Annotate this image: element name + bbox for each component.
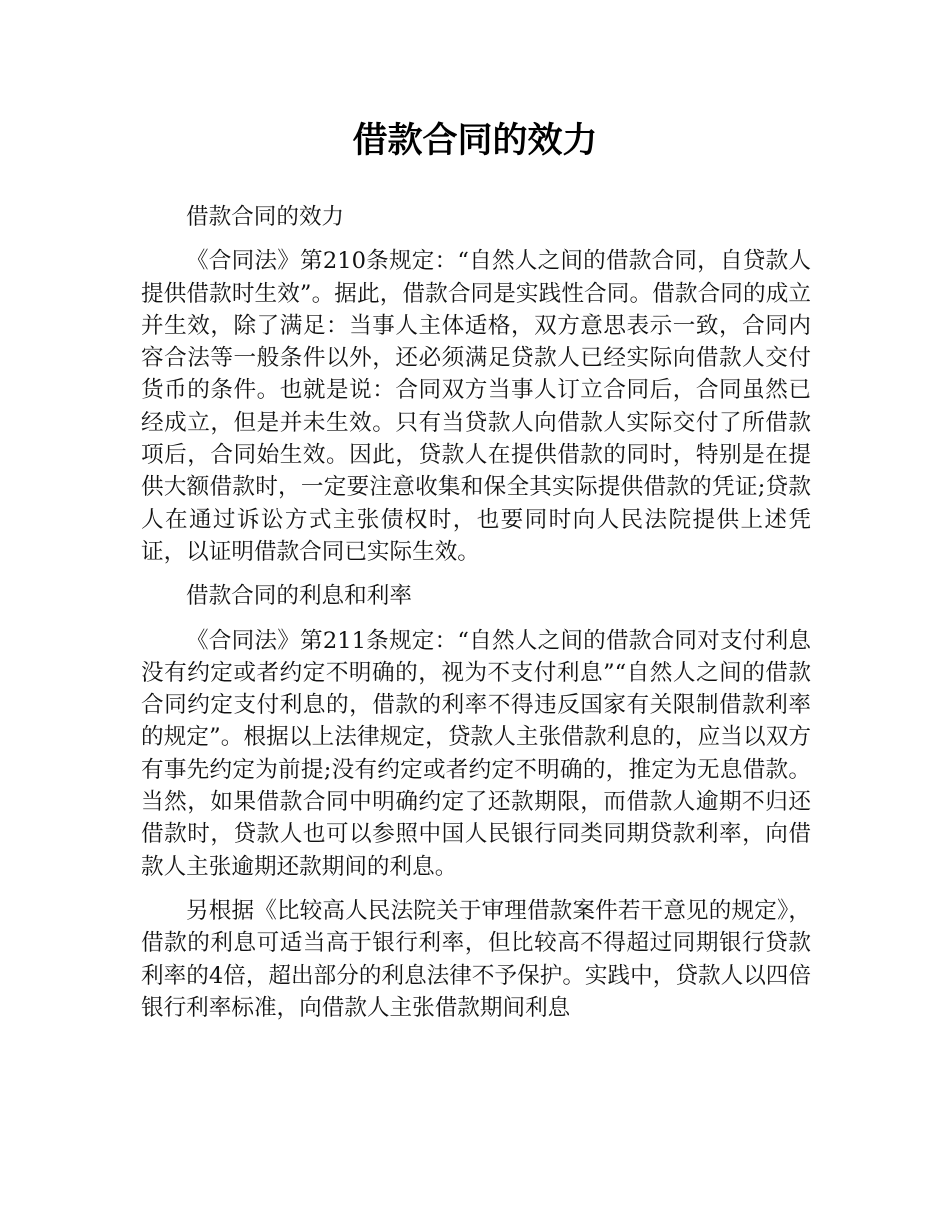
section-heading-interest: 借款合同的利息和利率 [186, 583, 412, 610]
document-title: 借款合同的效力 [352, 121, 598, 161]
paragraph-interest: 《合同法》第211条规定：“自然人之间的借款合同对支付利息没有约定或者约定不明确的，视为不支付利息”“自然人之间的借款合同约定支付利息的，借款的利率不得违反国家有关限制借款利率的规定”。根据以上法律规定，贷款人主张借款利息的，应当以双方有事先约定为前提;没有约定或者约定不明确的，推定为无息借款。当然，如果借款合同中明确约定了还款期限，而借款人逾期不归还借款时，贷款人也可以参照中国人民银行同类同期贷款利率，向借款人主张逾期还款期间的利息。 [141, 627, 811, 880]
paragraph-interest-rate-limit: 另根据《比较高人民法院关于审理借款案件若干意见的规定》，借款的利息可适当高于银行利率，但比较高不得超过同期银行贷款利率的4倍，超出部分的利息法律不予保护。实践中，贷款人以四倍银行利率标准，向借款人主张借款期间利息 [141, 897, 811, 1021]
section-heading-validity: 借款合同的效力 [186, 204, 345, 230]
document-body [141, 201, 811, 1036]
paragraph-validity: 《合同法》第210条规定：“自然人之间的借款合同，自贷款人提供借款时生效”。据此，借款合同是实践性合同。借款合同的成立并生效，除了满足：当事人主体适格，双方意思表示一致，合同内容合法等一般条件以外，还必须满足贷款人已经实际向借款人交付货币的条件。也就是说：合同双方当事人订立合同后，合同虽然已经成立，但是并未生效。只有当贷款人向借款人实际交付了所借款项后，合同始生效。因此，贷款人在提供借款的同时，特别是在提供大额借款时，一定要注意收集和保全其实际提供借款的凭证;贷款人在通过诉讼方式主张债权时，也要同时向人民法院提供上述凭证，以证明借款合同已实际生效。 [141, 248, 811, 565]
